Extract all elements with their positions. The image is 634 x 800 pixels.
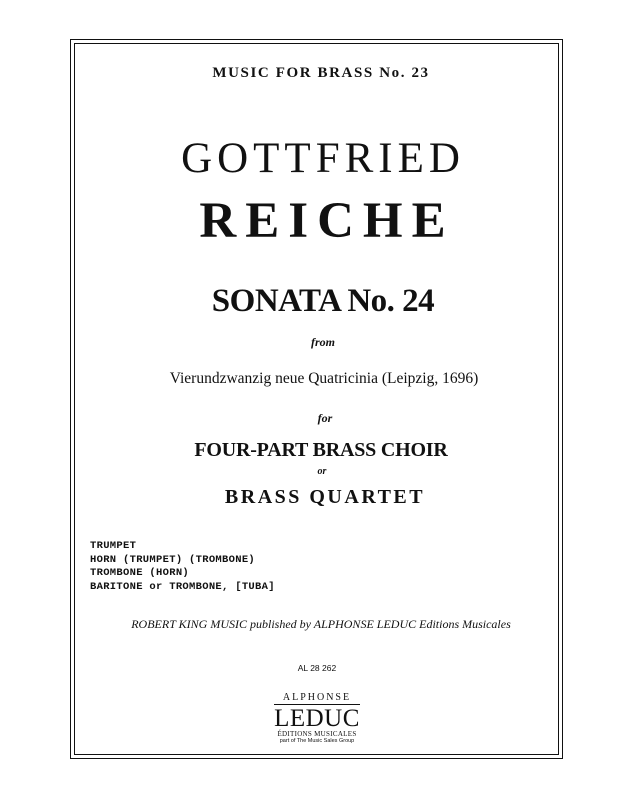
series-title: MUSIC FOR BRASS No. 23 bbox=[212, 65, 430, 81]
instrument-parts-list bbox=[90, 540, 275, 594]
scoring-alternate: BRASS QUARTET bbox=[224, 486, 426, 508]
leduc-logo bbox=[272, 693, 362, 745]
logo-main-text: LEDUC bbox=[274, 705, 360, 732]
logo-group-text: part of The Music Sales Group bbox=[279, 738, 355, 744]
from-label: from bbox=[311, 335, 335, 349]
logo-sub-text: ÉDITIONS MUSICALES bbox=[277, 730, 357, 738]
logo-top-text: ALPHONSE bbox=[282, 692, 352, 703]
composer-first-name: GOTTFRIED bbox=[181, 135, 465, 182]
catalog-number: AL 28 262 bbox=[297, 663, 337, 673]
part-item: BARITONE or TROMBONE, [TUBA] bbox=[90, 580, 275, 593]
work-title: SONATA No. 24 bbox=[211, 283, 435, 319]
publisher-line: ROBERT KING MUSIC published by ALPHONSE LEDUC Editions Musicales bbox=[131, 617, 511, 631]
part-item: HORN (TRUMPET) (TROMBONE) bbox=[90, 553, 256, 566]
source-collection: Vierundzwanzig neue Quatricinia (Leipzig, 1696) bbox=[169, 370, 479, 387]
part-item: TROMBONE (HORN) bbox=[90, 567, 190, 579]
or-label: or bbox=[317, 466, 327, 477]
scoring-primary: FOUR-PART BRASS CHOIR bbox=[194, 439, 448, 461]
for-label: for bbox=[317, 411, 333, 425]
composer-last-name: REICHE bbox=[199, 193, 455, 249]
part-item: TRUMPET bbox=[90, 540, 137, 552]
